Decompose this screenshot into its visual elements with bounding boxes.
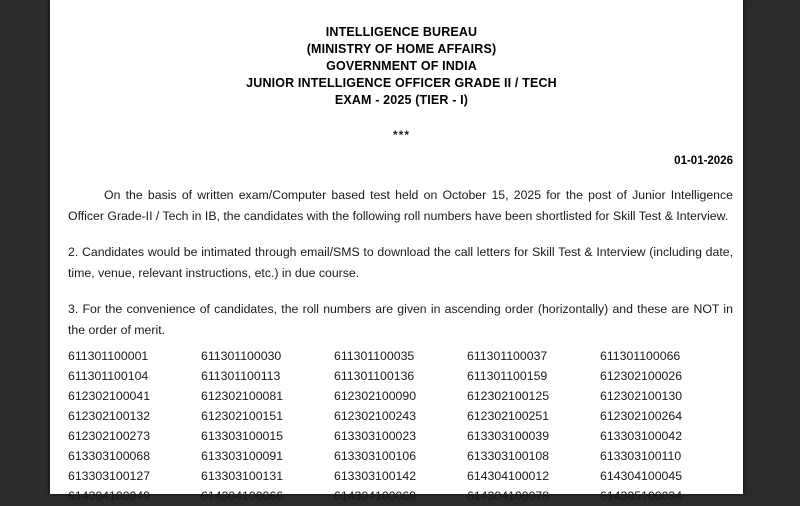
- roll-number-cell: 611301100113: [201, 369, 281, 383]
- roll-number-cell: 613303100108: [467, 449, 550, 463]
- roll-number-table: [68, 346, 735, 506]
- roll-number-cell: 612302100273: [68, 429, 151, 443]
- roll-number-cell: 613303100142: [334, 469, 417, 483]
- roll-number-cell: 611301100037: [467, 349, 548, 363]
- roll-number-cell: 613303100106: [334, 449, 417, 463]
- roll-number-cell: 613303100068: [68, 449, 151, 463]
- roll-number-cell: 614304100012: [467, 469, 550, 483]
- roll-number-cell: 612302100251: [467, 409, 550, 423]
- roll-number-cell: 611301100104: [68, 369, 149, 383]
- roll-number-cell: 613303100091: [201, 449, 284, 463]
- roll-number-cell: 611301100066: [600, 349, 681, 363]
- roll-number-cell: 612302100264: [600, 409, 683, 423]
- roll-number-cell: 613303100131: [201, 469, 284, 483]
- table-row: [68, 406, 735, 426]
- roll-number-cell: 611301100136: [334, 369, 415, 383]
- header-line-post: JUNIOR INTELLIGENCE OFFICER GRADE II / TECH: [246, 76, 557, 90]
- roll-number-cell: 612302100041: [68, 389, 151, 403]
- table-row: [68, 426, 735, 446]
- paragraph-2: 2. Candidates would be intimated through email/SMS to download the call letters for Skill Test & Interview (including date, time, venue, relevant instructions, etc.) in due course.: [68, 245, 733, 280]
- roll-number-cell: 611301100159: [467, 369, 548, 383]
- roll-number-cell: 614304100049: [68, 489, 151, 503]
- roll-number-cell: 612302100026: [600, 369, 683, 383]
- paragraph-1: On the basis of written exam/Computer based test held on October 15, 2025 for the post of Junior Intelligence Officer Grade-II / Tech in IB, the candidates with the following roll numbers have been shortlisted for Skill Test & Interview.: [68, 188, 733, 223]
- roll-number-cell: 613303100023: [334, 429, 417, 443]
- roll-number-cell: 613303100039: [467, 429, 550, 443]
- roll-number-cell: 614304100066: [201, 489, 284, 503]
- roll-number-cell: 612302100151: [201, 409, 284, 423]
- header-line-government: GOVERNMENT OF INDIA: [326, 59, 477, 73]
- roll-number-cell: 614304100078: [467, 489, 550, 503]
- roll-number-cell: 612302100125: [467, 389, 550, 403]
- roll-number-cell: 614304100069: [334, 489, 417, 503]
- document-page: [50, 0, 743, 503]
- document-header: [68, 0, 735, 109]
- roll-number-cell: 611301100001: [68, 349, 149, 363]
- header-line-ministry: (MINISTRY OF HOME AFFAIRS): [306, 42, 497, 56]
- roll-number-cell: 613303100110: [600, 449, 682, 463]
- table-row: [68, 386, 735, 406]
- table-row: [68, 366, 735, 386]
- roll-number-cell: 614304100045: [600, 469, 683, 483]
- roll-number-cell: 612302100090: [334, 389, 417, 403]
- document-date: 01-01-2026: [674, 155, 733, 167]
- table-row: [68, 466, 735, 486]
- roll-number-cell: 612302100130: [600, 389, 683, 403]
- roll-number-table-body: [68, 346, 735, 506]
- roll-number-cell: 612302100132: [68, 409, 151, 423]
- table-row: [68, 486, 735, 506]
- table-row: [68, 346, 735, 366]
- header-line-exam: EXAM - 2025 (TIER - I): [334, 93, 469, 107]
- roll-number-cell: 611301100035: [334, 349, 415, 363]
- header-line-organisation: INTELLIGENCE BUREAU: [325, 25, 478, 39]
- table-row: [68, 446, 735, 466]
- roll-number-cell: 612302100243: [334, 409, 417, 423]
- roll-number-cell: 612302100081: [201, 389, 284, 403]
- paragraph-3: 3. For the convenience of candidates, the roll numbers are given in ascending order (horizontally) and these are NOT in the order of merit.: [68, 302, 733, 337]
- header-separator: ***: [392, 128, 410, 142]
- roll-number-cell: 613303100015: [201, 429, 284, 443]
- roll-number-cell: 613303100127: [68, 469, 151, 483]
- page-content: [68, 0, 735, 503]
- roll-number-cell: 611301100030: [201, 349, 282, 363]
- roll-number-cell: 614305100034: [600, 489, 683, 503]
- roll-number-cell: 613303100042: [600, 429, 683, 443]
